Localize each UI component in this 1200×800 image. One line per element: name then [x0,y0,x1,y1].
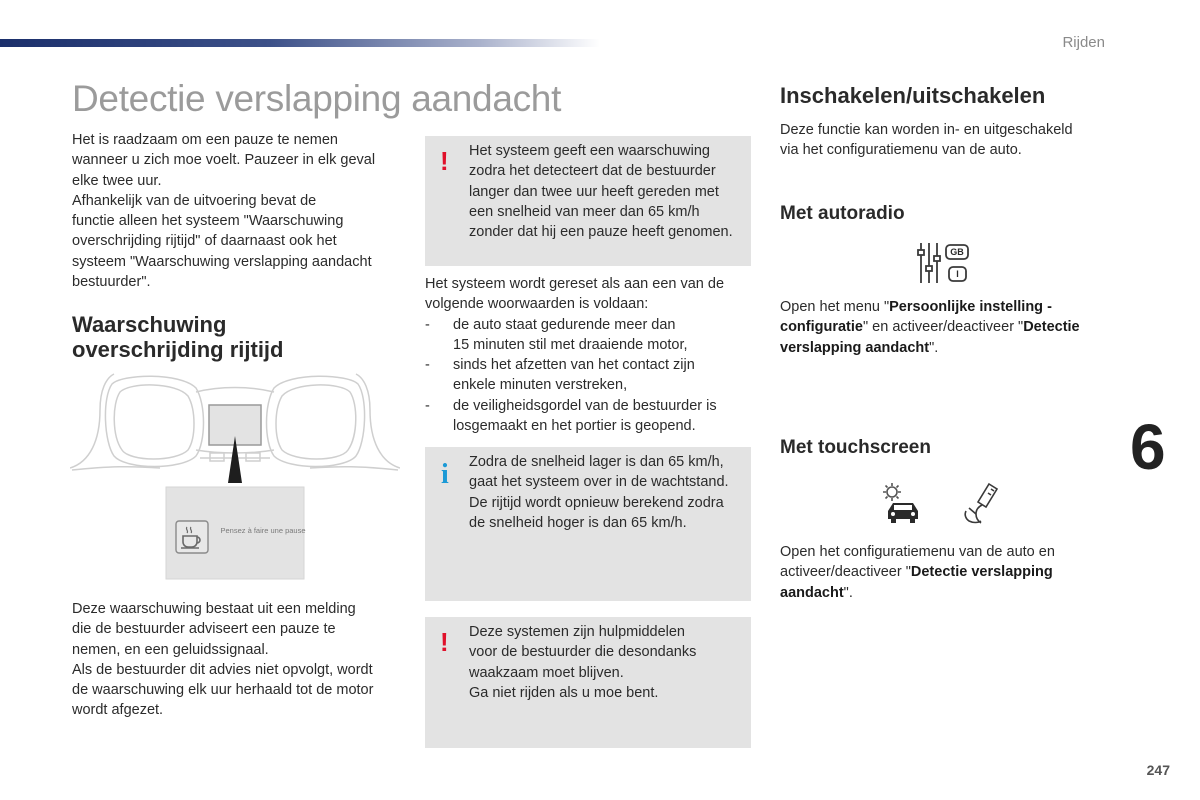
text-line [780,317,1120,337]
subheading-driving-time [72,312,283,362]
radio-instructions [780,297,1120,358]
text-line: waakzaam moet blijven. [469,664,624,681]
text-line: overschrijding rijtijd" of daarnaast ook het [72,233,337,250]
text-line: De rijtijd wordt opnieuw berekend zodra [469,494,724,511]
heading-enable-disable: Inschakelen/uitschakelen [780,83,1046,108]
car-settings-icon [880,481,926,527]
text-line: zodra het detecteert dat de bestuurder [469,163,716,180]
touchscreen-instructions [780,542,1120,603]
warning-description [72,599,402,721]
text-line: systeem "Waarschuwing verslapping aandacht [72,253,372,270]
heading-radio: Met autoradio [780,203,905,224]
text-line: die de bestuurder adviseert een pauze te [72,621,336,638]
text-line: bestuurder". [72,274,151,291]
enable-intro [780,120,1120,161]
page-number: 247 [1146,762,1170,778]
info-icon: i [441,459,449,490]
menu-name: configuratie [780,319,863,336]
text-span: ". [929,339,939,356]
text-line: Het systeem geeft een waarschuwing [469,143,710,159]
text-line: Deze waarschuwing bestaat uit een melding [72,601,356,617]
info-box-text [469,452,743,533]
radio-settings-icon [916,240,972,286]
text-line: de waarschuwing elk uur herhaald tot de motor [72,682,374,699]
info-box-standby [425,447,751,601]
language-badge-gb: GB [950,247,964,257]
page-title: Detectie verslapping aandacht [72,78,562,119]
text-line: Het is raadzaam om een pauze te nemen [72,132,338,148]
function-name: Detectie verslapping [910,564,1053,581]
text-line: de snelheid hoger is dan 65 km/h. [469,514,687,531]
subheading-line: overschrijding rijtijd [72,337,284,362]
subheading-line: Waarschuwing [72,312,227,337]
text-line: via het configuratiemenu van de auto. [780,142,1022,159]
warning-box-assist [425,617,751,748]
text-line: voor de bestuurder die desondanks [469,644,697,661]
chapter-number: 6 [1130,411,1166,483]
text-line: enkele minuten verstreken, [453,377,628,394]
text-span: Open het menu " [780,299,890,315]
text-span: ". [843,584,853,601]
intro-paragraph [72,130,402,292]
list-item [425,355,755,396]
warning-box-driving-time [425,136,751,266]
language-badge-i: I [956,269,959,279]
touch-tap-icon [962,481,1002,527]
reset-conditions [425,274,755,436]
section-label: Rijden [1062,34,1105,51]
text-line: Als de bestuurder dit advies niet opvolgt, wordt [72,661,373,678]
text-line [780,297,1120,317]
text-line: zonder dat hij een pauze heeft genomen. [469,224,733,241]
cluster-drawing [70,370,400,582]
text-line: functie alleen het systeem "Waarschuwing [72,213,344,230]
exclamation-icon: ! [440,627,449,657]
text-span: " en activeer/deactiveer " [862,319,1024,336]
text-line: losgemaakt en het portier is geopend. [453,418,696,435]
text-line: Ga niet rijden als u moe bent. [469,684,659,701]
text-line: sinds het afzetten van het contact zijn [453,357,695,374]
text-line: wordt afgezet. [72,702,164,719]
text-span: activeer/deactiveer " [780,564,911,581]
list-item [425,396,755,437]
menu-name: Persoonlijke instelling - [889,299,1052,315]
function-name: Detectie [1023,319,1080,336]
warning-box-text [469,141,743,242]
text-line: wanneer u zich moe voelt. Pauzeer in elk geval [72,152,376,169]
text-line: Zodra de snelheid lager is dan 65 km/h, [469,454,724,470]
list-item [425,315,755,356]
text-line: Deze functie kan worden in- en uitgeschakeld [780,122,1073,138]
text-line: nemen, en een geluidssignaal. [72,641,269,658]
text-line: gaat het systeem over in de wachtstand. [469,474,729,491]
text-line: Open het configuratiemenu van de auto en [780,544,1055,560]
function-name: aandacht [780,584,844,601]
text-line: Deze systemen zijn hulpmiddelen [469,624,685,640]
text-line: Het systeem wordt gereset als aan een van de [425,276,725,292]
text-line: de veiligheidsgordel van de bestuurder is [453,397,717,414]
text-line: Afhankelijk van de uitvoering bevat de [72,192,317,209]
exclamation-icon: ! [440,146,449,176]
dashboard-illustration [70,370,400,582]
text-line: volgende woorwaarden is voldaan: [425,296,649,313]
bullet-mark: - [425,397,430,414]
text-line: elke twee uur. [72,172,162,189]
text-line [780,562,1120,582]
header-accent-bar [0,39,600,47]
display-message: Pensez à faire une pause [220,526,306,535]
function-name: verslapping aandacht [780,339,930,356]
text-line [780,583,1120,603]
bullet-mark: - [425,316,430,333]
bullet-mark: - [425,357,430,374]
warning-box-text [469,622,743,703]
text-line: 15 minuten stil met draaiende motor, [453,336,688,353]
text-line: de auto staat gedurende meer dan [453,316,676,333]
heading-touchscreen: Met touchscreen [780,437,931,458]
text-line [780,338,1120,358]
text-line: een snelheid van meer dan 65 km/h [469,203,700,220]
text-line: langer dan twee uur heeft gereden met [469,183,719,200]
